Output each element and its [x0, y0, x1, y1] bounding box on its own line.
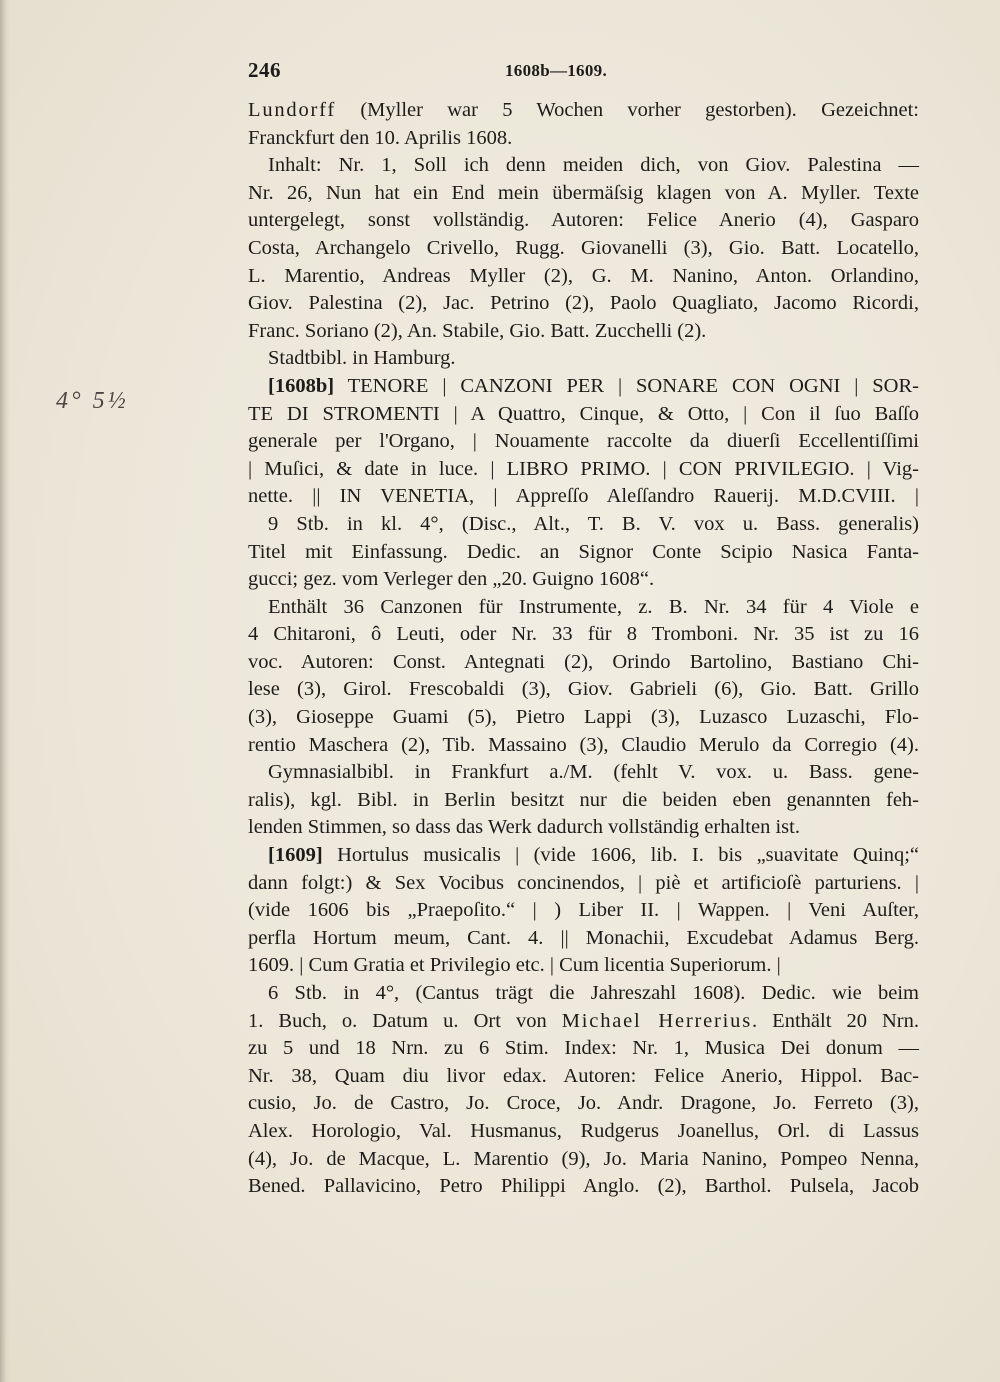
text-line: voc. Autoren: Const. Antegnati (2), Orindo Bartolino, Bastiano Chi-	[248, 650, 919, 673]
text-line: 6 Stb. in 4°, (Cantus trägt die Jahreszahl 1608). Dedic. wie beim	[268, 982, 919, 1004]
body-text	[248, 97, 919, 1201]
text-line: Enthält 36 Canzonen für Instrumente, z. B. Nr. 34 für 4 Viole e	[268, 595, 919, 618]
text-line: 4 Chitaroni, ô Leuti, oder Nr. 33 für 8 Tromboni. Nr. 35 ist zu 16	[248, 623, 919, 646]
text-line: Franckfurt den 10. Aprilis 1608.	[248, 126, 513, 149]
text-line: Nr. 38, Quam diu livor edax. Autoren: Felice Anerio, Hippol. Bac-	[248, 1064, 919, 1087]
handwritten-margin-note: 4° 5½	[56, 388, 129, 414]
text-line: Titel mit Einfassung. Dedic. an Signor Conte Scipio Nasica Fanta-	[248, 540, 919, 563]
text-line: Alex. Horologio, Val. Husmanus, Rudgerus Joanellus, Orl. di Lassus	[248, 1119, 919, 1142]
text-line: lenden Stimmen, so dass das Werk dadurch vollständig erhalten ist.	[248, 816, 800, 839]
page-header	[248, 58, 918, 88]
text-line: Costa, Archangelo Crivello, Rugg. Giovanelli (3), Gio. Batt. Locatello,	[248, 236, 919, 259]
text-line: Stadtbibl. in Hamburg.	[268, 347, 456, 370]
text-line: gucci; gez. vom Verleger den „20. Guigno 1608“.	[248, 568, 655, 591]
text-line: Nr. 26, Nun hat ein End mein übermäſsig klagen von A. Myller. Texte	[248, 181, 919, 204]
text-line: dann folgt:) & Sex Vocibus concinendos, | piè et artificioſè parturiens. |	[248, 871, 919, 894]
text-line: [1608b] TENORE | CANZONI PER | SONARE CON OGNI | SOR-	[268, 374, 919, 397]
text-line: perfla Hortum meum, Cant. 4. || Monachii, Excudebat Adamus Berg.	[248, 926, 919, 949]
text-line: ralis), kgl. Bibl. in Berlin besitzt nur die beiden eben genannten feh-	[248, 788, 919, 811]
page-number: 246	[248, 58, 281, 82]
text-line: TE DI STROMENTI | A Quattro, Cinque, & Otto, | Con il ſuo Baſſo	[248, 402, 919, 425]
text-line: | Muſici, & date in luce. | LIBRO PRIMO. | CON PRIVILEGIO. | Vig-	[248, 457, 919, 480]
text-line: (3), Gioseppe Guami (5), Pietro Lappi (3), Luzasco Luzaschi, Flo-	[248, 706, 919, 729]
text-line: Bened. Pallavicino, Petro Philippi Anglo. (2), Barthol. Pulsela, Jacob	[248, 1175, 919, 1198]
running-head: 1608b—1609.	[505, 61, 608, 80]
text-line: cusio, Jo. de Castro, Jo. Croce, Jo. Andr. Dragone, Jo. Ferreto (3),	[248, 1092, 919, 1115]
text-line: Lundorff (Myller war 5 Wochen vorher gestorben). Gezeichnet:	[248, 99, 919, 121]
text-line: L. Marentio, Andreas Myller (2), G. M. Nanino, Anton. Orlandino,	[248, 264, 919, 287]
text-line: Gymnasialbibl. in Frankfurt a./M. (fehlt V. vox. u. Bass. gene-	[268, 761, 919, 784]
text-line: rentio Maschera (2), Tib. Massaino (3), Claudio Merulo da Corregio (4).	[248, 733, 919, 756]
text-line: zu 5 und 18 Nrn. zu 6 Stim. Index: Nr. 1, Musica Dei donum —	[248, 1037, 919, 1060]
text-line: Franc. Soriano (2), An. Stabile, Gio. Batt. Zucchelli (2).	[248, 319, 707, 342]
text-line: lese (3), Girol. Frescobaldi (3), Giov. Gabrieli (6), Gio. Batt. Grillo	[248, 678, 919, 701]
text-line: Inhalt: Nr. 1, Soll ich denn meiden dich, von Giov. Palestina —	[268, 154, 919, 177]
text-line: (vide 1606 bis „Praepoſito.“ | ) Liber II. | Wappen. | Veni Auſter,	[248, 899, 919, 922]
text-line: 1609. | Cum Gratia et Privilegio etc. | Cum licentia Superiorum. |	[248, 954, 781, 977]
text-line: generale per l'Organo, | Nouamente raccolte da diuerſi Eccellentiſſimi	[248, 430, 919, 453]
text-line: (4), Jo. de Macque, L. Marentio (9), Jo. Maria Nanino, Pompeo Nenna,	[248, 1147, 919, 1170]
text-line: Giov. Palestina (2), Jac. Petrino (2), Paolo Quagliato, Jacomo Ricordi,	[248, 292, 919, 315]
text-line: nette. || IN VENETIA, | Appreſſo Aleſſandro Rauerij. M.D.CVIII. |	[248, 485, 919, 508]
text-line: untergelegt, sonst vollständig. Autoren: Felice Anerio (4), Gasparo	[248, 209, 919, 232]
page-edge-shadow	[0, 0, 10, 1382]
text-line: [1609] Hortulus musicalis | (vide 1606, lib. I. bis „suavitate Quinq;“	[268, 844, 919, 867]
text-line: 9 Stb. in kl. 4°, (Disc., Alt., T. B. V. vox u. Bass. generalis)	[268, 512, 919, 535]
text-line: 1. Buch, o. Datum u. Ort von Michael Herrerius. Enthält 20 Nrn.	[248, 1009, 919, 1032]
